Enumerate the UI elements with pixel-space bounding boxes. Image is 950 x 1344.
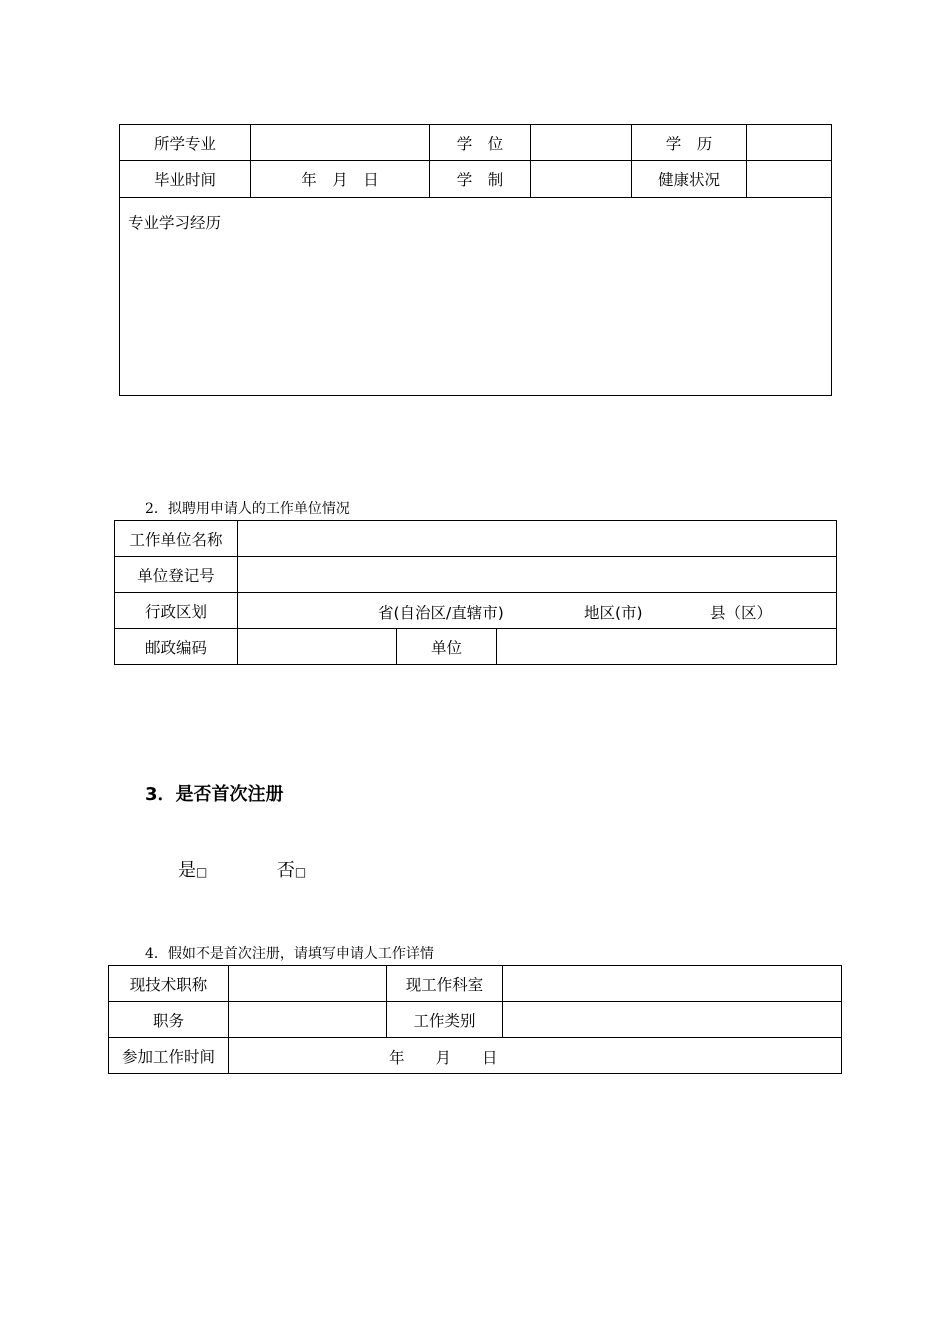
title-label: 现技术职称 — [109, 966, 229, 1002]
work-type-field[interactable] — [503, 1002, 842, 1038]
no-checkbox[interactable]: □ — [294, 865, 307, 879]
unit-label: 单位 — [397, 629, 497, 665]
position-field[interactable] — [229, 1002, 387, 1038]
degree-field[interactable] — [531, 125, 632, 161]
region-field[interactable] — [238, 593, 837, 629]
region-label: 行政区划 — [115, 593, 238, 629]
education-table — [119, 124, 832, 396]
section2-caption: 2．拟聘用申请人的工作单位情况 — [145, 501, 350, 517]
title-field[interactable] — [229, 966, 387, 1002]
postcode-label: 邮政编码 — [115, 629, 238, 665]
work-type-label: 工作类别 — [387, 1002, 503, 1038]
employer-table — [114, 520, 837, 665]
dept-field[interactable] — [503, 966, 842, 1002]
education-level-field[interactable] — [747, 125, 832, 161]
study-history-field[interactable] — [120, 198, 832, 396]
org-name-label: 工作单位名称 — [115, 521, 238, 557]
no-label: 否 — [276, 860, 295, 881]
prefecture-text: 地区(市) — [584, 604, 643, 622]
degree-label: 学 位 — [430, 125, 531, 161]
major-label: 所学专业 — [120, 125, 251, 161]
yes-option[interactable] — [178, 860, 213, 881]
first-registration-options — [178, 856, 306, 882]
section4-caption: 4．假如不是首次注册，请填写申请人工作详情 — [145, 946, 434, 962]
schooling-field[interactable] — [531, 161, 632, 198]
start-date-text: 年 月 日 — [389, 1049, 498, 1067]
graduation-date-field[interactable]: 年 月 日 — [251, 161, 430, 198]
study-history-label: 专业学习经历 — [128, 214, 222, 232]
dept-label: 现工作科室 — [387, 966, 503, 1002]
org-name-field[interactable] — [238, 521, 837, 557]
health-field[interactable] — [747, 161, 832, 198]
position-label: 职务 — [109, 1002, 229, 1038]
unit-field[interactable] — [497, 629, 837, 665]
graduation-label: 毕业时间 — [120, 161, 251, 198]
education-level-label: 学 历 — [632, 125, 747, 161]
schooling-label: 学 制 — [430, 161, 531, 198]
reg-no-field[interactable] — [238, 557, 837, 593]
county-text: 县（区） — [710, 604, 773, 622]
postcode-field[interactable] — [238, 629, 397, 665]
section3-heading: 3．是否首次注册 — [145, 784, 284, 805]
major-field[interactable] — [251, 125, 430, 161]
health-label: 健康状况 — [632, 161, 747, 198]
reg-no-label: 单位登记号 — [115, 557, 238, 593]
province-text: 省(自治区/直辖市) — [378, 604, 504, 622]
yes-label: 是 — [178, 860, 196, 881]
start-label: 参加工作时间 — [109, 1038, 229, 1074]
start-date-field[interactable] — [229, 1038, 842, 1074]
yes-checkbox[interactable]: □ — [196, 865, 208, 879]
no-option[interactable] — [277, 860, 306, 881]
work-details-table — [108, 965, 842, 1074]
